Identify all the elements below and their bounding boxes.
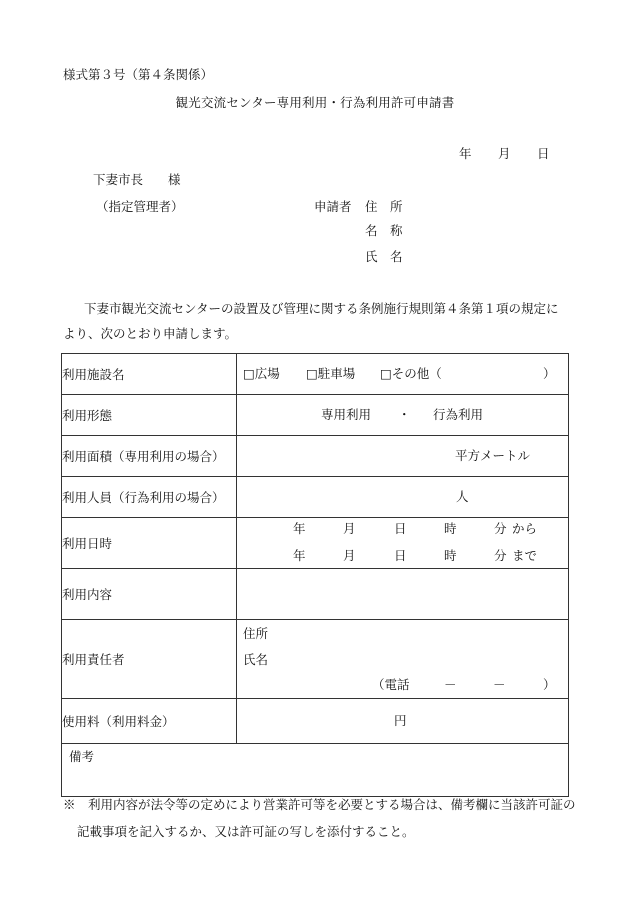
body-text-line-2: より、次のとおり申請します。 [63, 326, 238, 341]
remarks-label: 備考 [69, 749, 95, 764]
form-type-field[interactable] [237, 395, 569, 436]
phone-dash-2: － [493, 677, 506, 692]
responsible-address-label: 住所 [243, 626, 269, 641]
applicant-name-label: 名 称 [365, 223, 403, 238]
applicant-person-label: 氏 名 [365, 249, 403, 264]
end-year-label: 年 [293, 548, 306, 563]
persons-field[interactable] [237, 477, 569, 518]
phone-close: ） [543, 677, 556, 692]
responsible-label: 利用責任者 [62, 620, 237, 699]
datetime-field[interactable] [237, 518, 569, 569]
content-label: 利用内容 [62, 569, 237, 620]
form-type-activity[interactable]: 行為利用 [433, 407, 484, 422]
end-month-label: 月 [343, 548, 356, 563]
recipient: 下妻市長 [93, 172, 144, 187]
row-area [62, 436, 569, 477]
row-persons [62, 477, 569, 518]
application-table [61, 353, 569, 797]
persons-unit: 人 [456, 489, 469, 504]
recipient-suffix: 様 [168, 172, 181, 187]
area-label: 利用面積（専用利用の場合） [62, 436, 237, 477]
form-type-label: 利用形態 [62, 395, 237, 436]
responsible-phone-label: （電話 [372, 677, 410, 692]
content-field[interactable] [237, 569, 569, 620]
end-minute-label: 分 [494, 548, 507, 563]
datetime-label: 利用日時 [62, 518, 237, 569]
date-day-label: 日 [537, 146, 550, 161]
area-field[interactable] [237, 436, 569, 477]
row-form-type [62, 395, 569, 436]
designated-manager: （指定管理者） [96, 199, 184, 214]
facility-option-plaza[interactable]: □広場 [243, 366, 280, 381]
start-from-label: から [512, 521, 538, 536]
responsible-name-label: 氏名 [243, 652, 269, 667]
page-title: 観光交流センター専用利用・行為利用許可申請書 [175, 95, 455, 110]
end-to-label: まで [512, 548, 538, 563]
date-year-label: 年 [459, 146, 472, 161]
body-text-line-1: 下妻市観光交流センターの設置及び管理に関する条例施行規則第４条第１項の規定に [84, 301, 559, 316]
end-day-label: 日 [394, 548, 407, 563]
note-line-2: 記載事項を記入するか、又は許可証の写しを添付すること。 [77, 824, 415, 839]
note-line-1: ※ 利用内容が法令等の定めにより営業許可等を必要とする場合は、備考欄に当該許可証の [63, 797, 576, 812]
row-remarks [62, 744, 569, 797]
applicant-address-label: 住 所 [365, 199, 403, 214]
row-datetime [62, 518, 569, 569]
form-type-exclusive[interactable]: 専用利用 [321, 407, 372, 422]
start-minute-label: 分 [494, 521, 507, 536]
facility-label: 利用施設名 [62, 354, 237, 395]
facility-option-other[interactable]: □その他（ [380, 366, 442, 381]
date-month-label: 月 [498, 146, 511, 161]
row-facility [62, 354, 569, 395]
facility-field[interactable] [237, 354, 569, 395]
area-unit: 平方メートル [455, 448, 531, 463]
fee-unit: 円 [394, 713, 407, 728]
facility-option-parking[interactable]: □駐車場 [306, 366, 356, 381]
row-responsible [62, 620, 569, 699]
form-number: 様式第３号（第４条関係） [63, 67, 214, 82]
end-hour-label: 時 [444, 548, 457, 563]
row-fee [62, 699, 569, 744]
persons-label: 利用人員（行為利用の場合） [62, 477, 237, 518]
fee-label: 使用料（利用料金） [62, 699, 237, 744]
start-year-label: 年 [293, 521, 306, 536]
responsible-field[interactable] [237, 620, 569, 699]
facility-other-close: ） [543, 366, 556, 381]
phone-dash-1: － [444, 677, 457, 692]
row-content [62, 569, 569, 620]
applicant-label: 申請者 [314, 199, 352, 214]
start-month-label: 月 [343, 521, 356, 536]
fee-field[interactable] [237, 699, 569, 744]
remarks-field[interactable] [62, 744, 569, 797]
start-day-label: 日 [394, 521, 407, 536]
form-type-separator: ・ [398, 407, 411, 422]
start-hour-label: 時 [444, 521, 457, 536]
